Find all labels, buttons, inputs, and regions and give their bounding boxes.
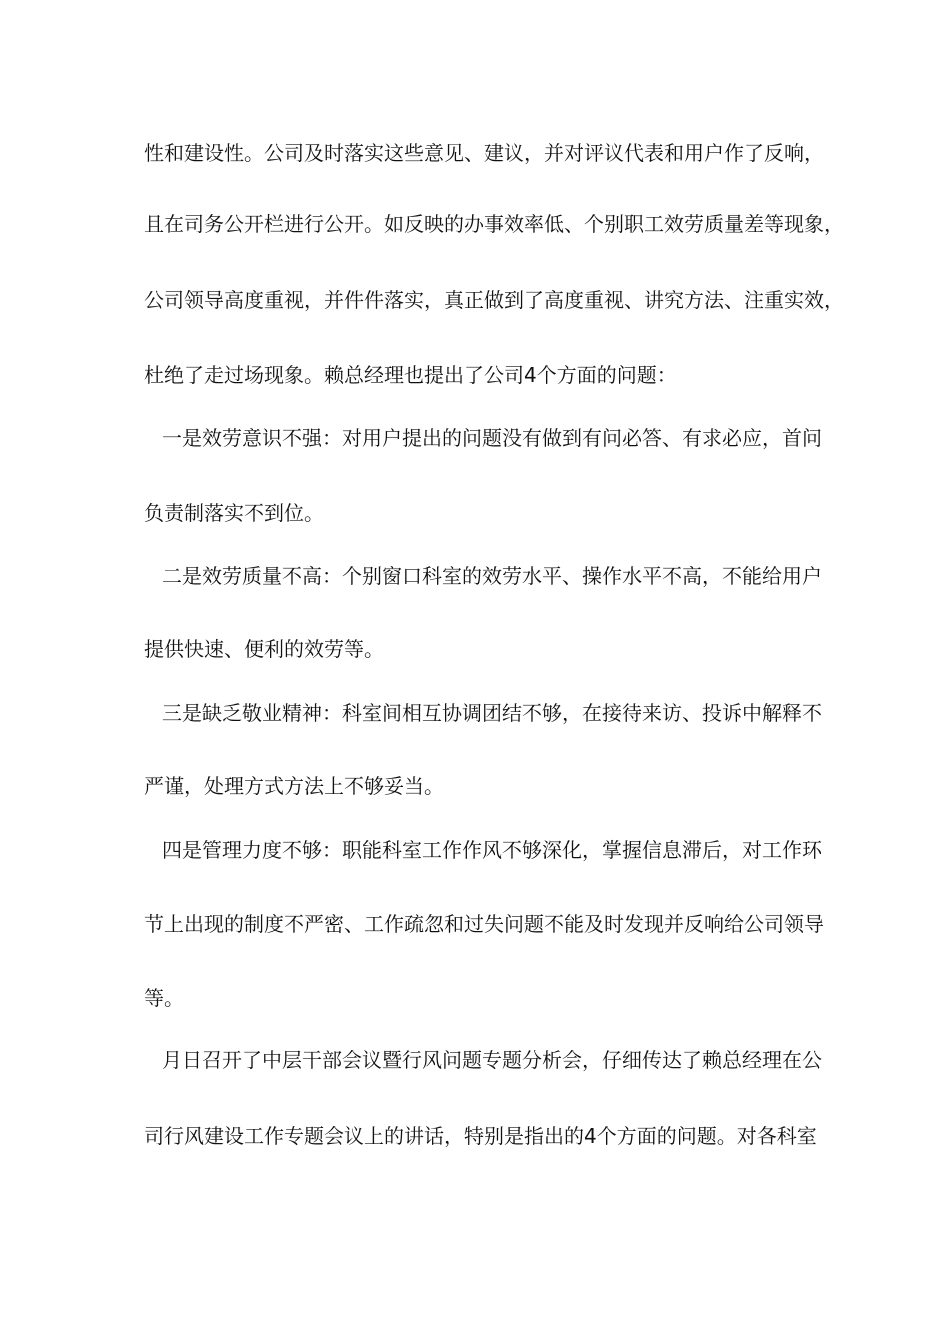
text-line-3: 公司领导高度重视，并件件落实，真正做到了高度重视、讲究方法、注重实效， (144, 288, 844, 312)
paragraph-item-3-start: 三是缺乏敬业精神：科室间相互协调团结不够，在接待来访、投诉中解释不 (162, 701, 822, 725)
paragraph-item-2-end: 提供快速、便利的效劳等。 (144, 637, 384, 661)
paragraph-item-4-start: 四是管理力度不够：职能科室工作作风不够深化，掌握信息滞后，对工作环 (162, 838, 822, 862)
paragraph-item-1-start: 一是效劳意识不强：对用户提出的问题没有做到有问必答、有求必应，首问 (162, 426, 822, 450)
paragraph-item-4-middle: 节上出现的制度不严密、工作疏忽和过失问题不能及时发现并反响给公司领导 (144, 912, 824, 936)
text-line-4: 杜绝了走过场现象。赖总经理也提出了公司4个方面的问题： (144, 363, 677, 387)
paragraph-meeting-continued: 司行风建设工作专题会议上的讲话，特别是指出的4个方面的问题。对各科室 (144, 1124, 817, 1148)
text-line-1: 性和建设性。公司及时落实这些意见、建议，并对评议代表和用户作了反响， (144, 141, 824, 165)
text-line-2: 且在司务公开栏进行公开。如反映的办事效率低、个别职工效劳质量差等现象， (144, 212, 844, 236)
paragraph-item-3-end: 严谨，处理方式方法上不够妥当。 (144, 774, 444, 798)
paragraph-item-2-start: 二是效劳质量不高：个别窗口科室的效劳水平、操作水平不高，不能给用户 (162, 564, 822, 588)
paragraph-meeting-start: 月日召开了中层干部会议暨行风问题专题分析会，仔细传达了赖总经理在公 (162, 1048, 822, 1072)
paragraph-item-4-end: 等。 (144, 986, 184, 1010)
paragraph-item-1-end: 负责制落实不到位。 (144, 501, 324, 525)
